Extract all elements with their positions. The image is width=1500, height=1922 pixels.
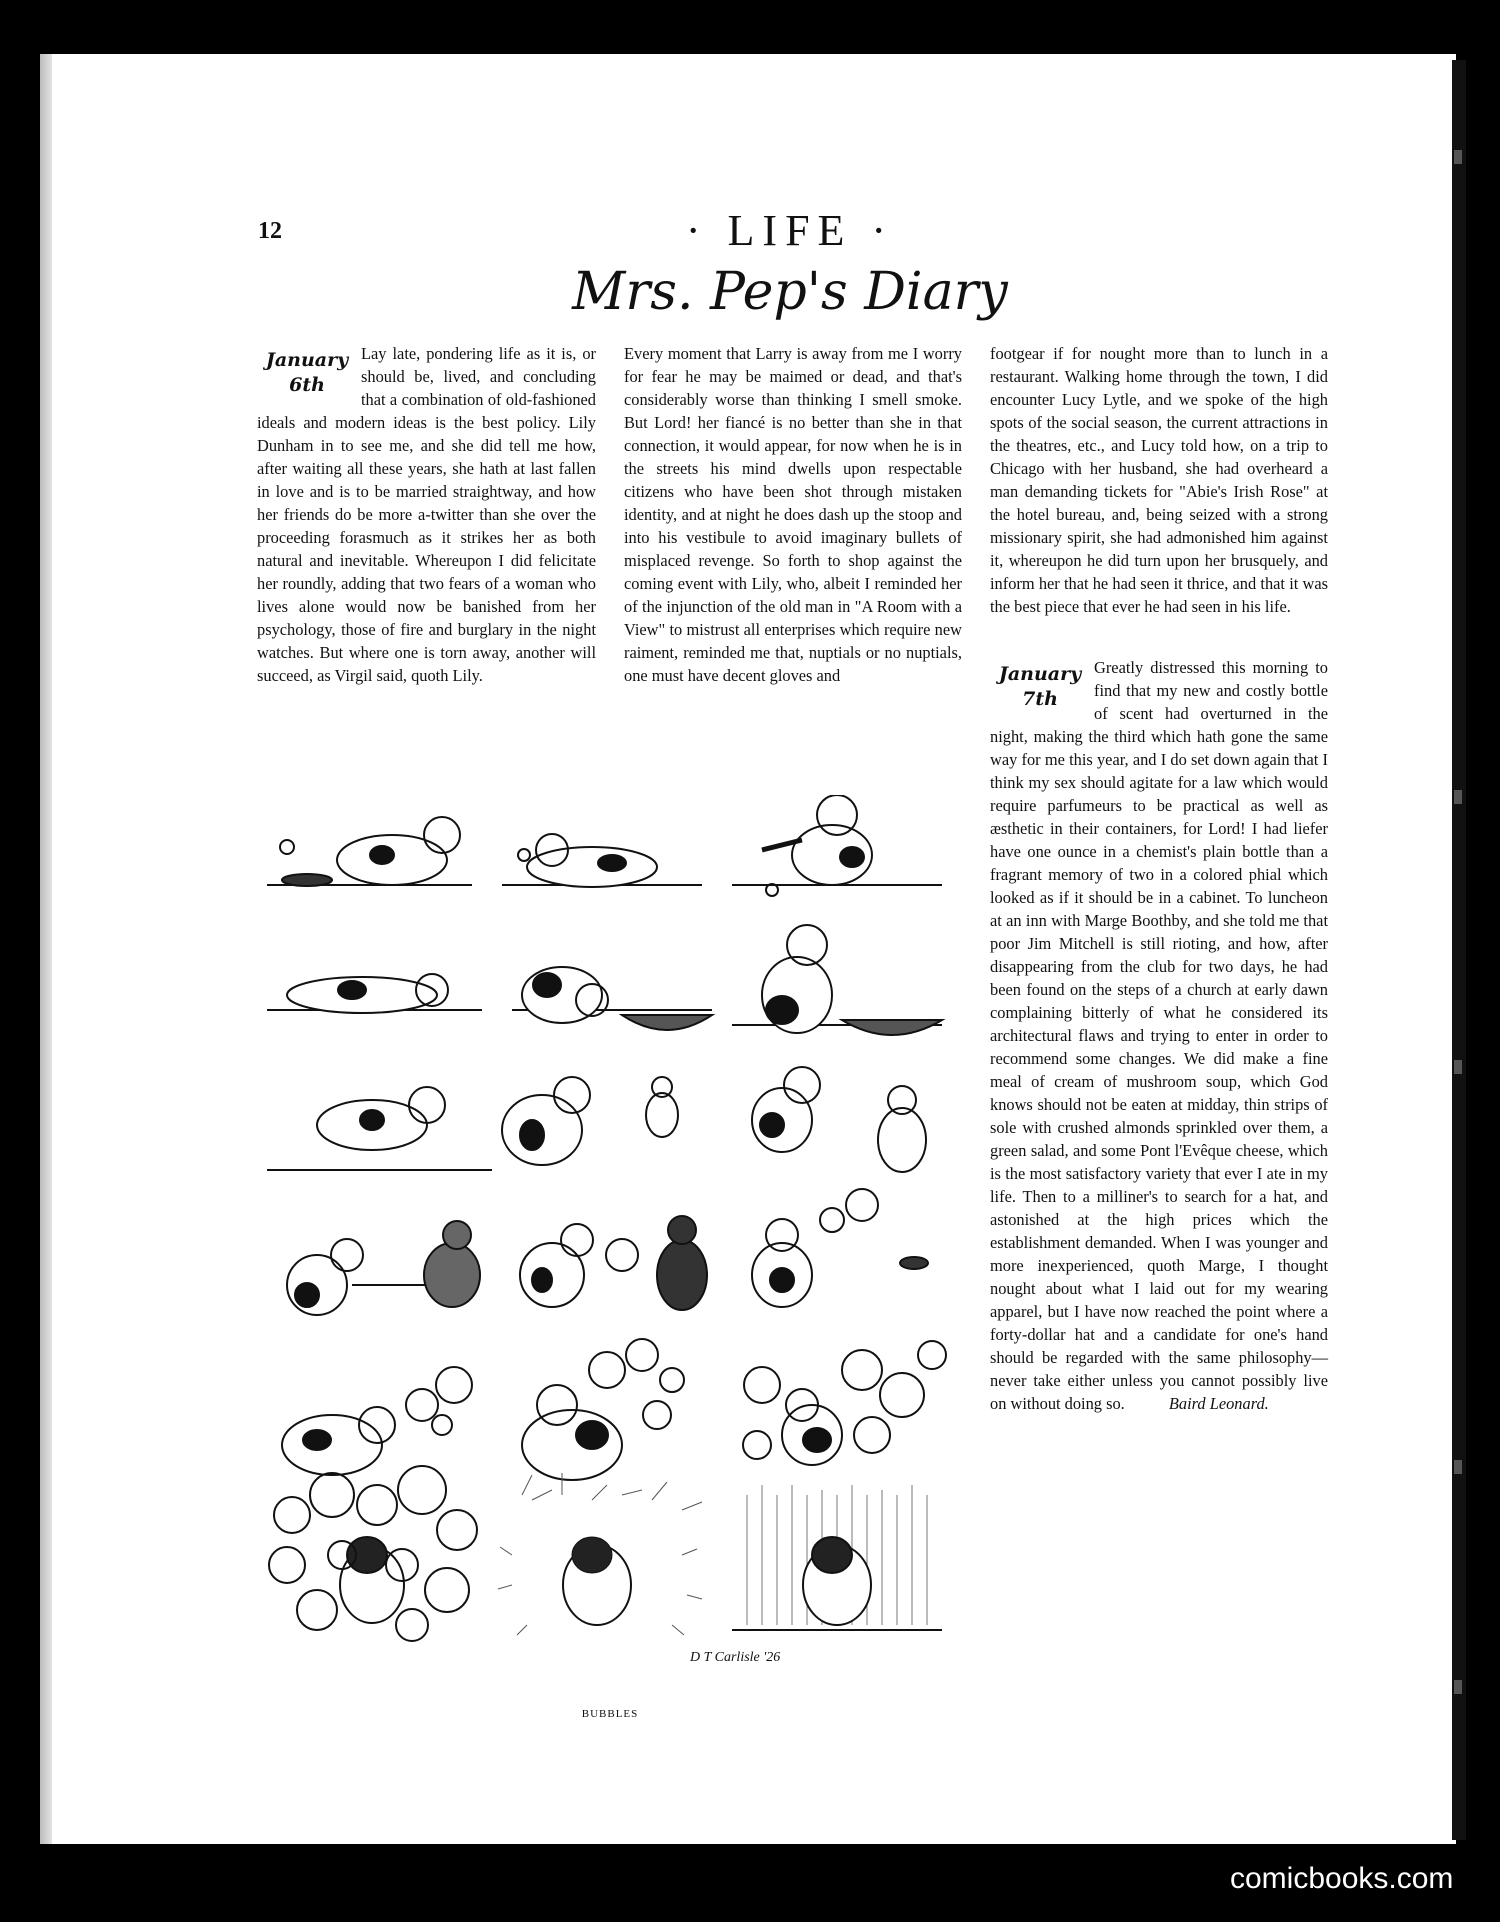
page-edge bbox=[1452, 60, 1466, 1840]
panel-5-2 bbox=[522, 1339, 684, 1480]
author-signature: Baird Leonard. bbox=[1168, 1394, 1269, 1413]
panel-2-3 bbox=[732, 925, 942, 1035]
site-watermark: comicbooks.com bbox=[1230, 1862, 1454, 1895]
article-title: Mrs. Pep's Diary bbox=[572, 262, 1008, 322]
panel-3-1 bbox=[267, 1087, 492, 1170]
date-heading-jan7: January 7th bbox=[998, 663, 1082, 710]
panel-2-2 bbox=[512, 967, 712, 1030]
date-heading-jan6: January 6th bbox=[265, 349, 349, 396]
panel-1-1 bbox=[267, 817, 472, 886]
panel-5-1 bbox=[282, 1367, 472, 1475]
panel-3-2 bbox=[502, 1077, 678, 1165]
panel-4-2 bbox=[520, 1216, 707, 1310]
panel-4-3 bbox=[752, 1189, 928, 1307]
panel-4-1 bbox=[287, 1221, 480, 1315]
masthead: · LIFE · bbox=[685, 206, 895, 255]
panel-6-1 bbox=[269, 1466, 477, 1641]
entry-jan6-part3: footgear if for nought more than to lunch in a restaurant. Walking home through the town, I did encounter Lucy Lytle, and we spoke of the high spots of the social season, the current attractions in the theatres, etc., and Lucy told how, on a trip to Chicago with her husband, she had overheard a man demanding tickets for "Abie's Irish Rose" at the hotel bureau, and, being seized with a strong missionary spirit, she had admonished him against it, whereupon he did turn upon her brusquely, and inform her that he had seen it thrice, and that it was the best piece that ever he had seen in his life. bbox=[990, 344, 1328, 616]
entry-jan6-part1: Lay late, pondering life as it is, or should be, lived, and concluding that a combination of old-fashioned ideals and modern ideas is the best policy. Lily Dunham in to see me, and she did tell me how, after waiting all these years, she hath at last fallen in love and is to be married straightway, and how her friends do be more a-twitter than she over the proceeding forasmuch as it strikes her as both natural and inevitable. Whereupon I did felicitate her roundly, adding that two fears of a woman who lives alone would now be banished from her psychology, those of fire and burglary in the night watches. But where one is torn away, another will succeed, as Virgil said, quoth Lily. bbox=[257, 344, 596, 685]
panel-1-2 bbox=[502, 834, 702, 887]
artist-signature: D T Carlisle '26 bbox=[690, 1650, 781, 1665]
page-number: 12 bbox=[258, 218, 282, 244]
panel-1-3 bbox=[732, 795, 942, 896]
entry-jan6-part2: Every moment that Larry is away from me I worry for fear he may be maimed or dead, and that's considerably worse than thinking I smell smoke. But Lord! her fiancé is no better than she in that connection, it would appear, for now when he is in the streets his mind dwells upon respectable citizens who have been shot through mistaken identity, and at night he does dash up the stoop and into his vestibule to avoid imaginary bullets of misplaced revenge. So forth to shop against the coming event with Lily, who, albeit I reminded her of the injunction of the old man in "A Room with a View" to mistrust all enterprises which require new raiment, reminded me that, nuptials or no nuptials, one must have decent gloves and bbox=[624, 344, 962, 685]
entry-jan7: Greatly distressed this morning to find that my new and costly bottle of scent had overturned in the night, making the third which hath gone the same way for me this year, and I do set down again that I think my sex should agitate for a law which would require parfumeurs to be practical as well as æsthetic in their containers, for Lord! I had liefer have one ounce in a chemist's plain bottle than a fragrant memory of two in a colored phial which looked as if it should be in a cabinet. To luncheon at an inn with Marge Boothby, and she told me that poor Jim Mitchell is still rioting, and how, after disappearing from the club for two days, he had been found on the steps of a church at early dawn complaining bitterly of what he considered its architectural flaws and trying to enter in order to recommend some changes. We did make a fine meal of cream of mushroom soup, which God knows should not be eaten at midday, thin strips of sole with crushed almonds sprinkled over them, a green salad, and some Pont l'Evêque cheese, which is the most satisfactory variety that ever I ate in my life. Then to a milliner's to search for a hat, and astonished at the high prices which the establishment demanded. When I was younger and more inexperienced, quoth Marge, I thought nought about what I laid out for my wearing apparel, but I have now reached the point where a forty-dollar hat and a candidate for one's hand should be regarded with the same philosophy—never take either unless you cannot possibly live on without doing so. Baird Leonard. bbox=[990, 658, 1328, 1413]
panel-3-3 bbox=[752, 1067, 926, 1172]
column-3 bbox=[990, 342, 1328, 1415]
bubbles-comic-illustration bbox=[262, 795, 962, 1645]
column-1 bbox=[257, 342, 596, 687]
illustration-caption: BUBBLES bbox=[581, 1708, 639, 1720]
panel-6-2 bbox=[498, 1473, 702, 1635]
panel-6-3 bbox=[732, 1485, 942, 1630]
panel-5-3 bbox=[743, 1341, 946, 1465]
column-2 bbox=[624, 342, 962, 687]
panel-2-1 bbox=[267, 974, 482, 1013]
